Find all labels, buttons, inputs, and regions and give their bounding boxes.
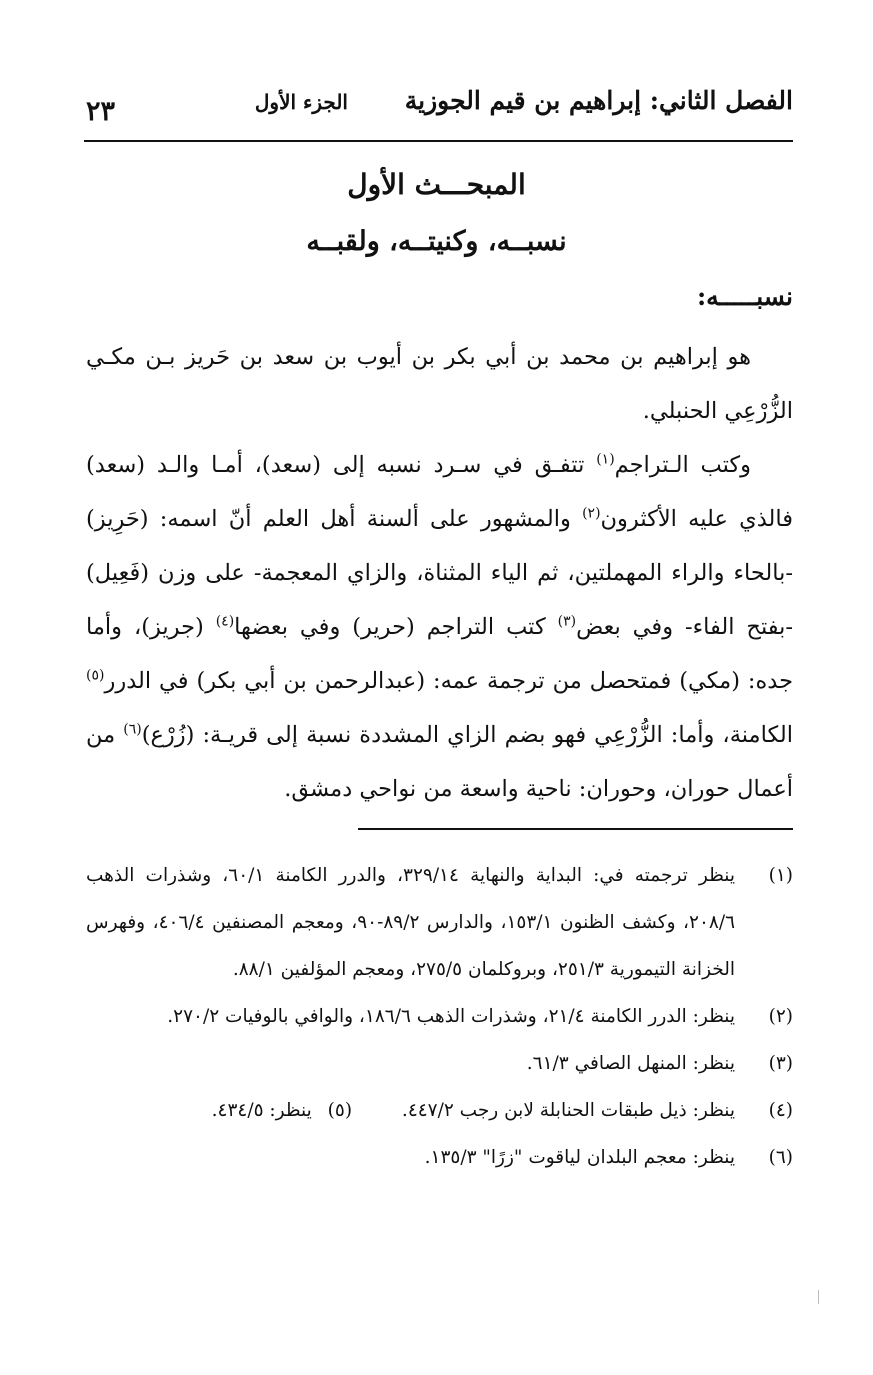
- page-number: ٢٣: [86, 96, 116, 127]
- footnote-text: ينظر ترجمته في: البداية والنهاية ٣٢٩/١٤، والدرر الكامنة ٦٠/١، وشذرات الذهب ٢٠٨/٦، وكشف الظنون ١٥٣/١، والدارس ٨٩/٢-٩٠، ومعجم المصنفين ٤٠٦/٤، وفهرس الخزانة التيمورية ٢٥١/٣، وبروكلمان ٢٧٥/٥، ومعجم المؤلفين ٨٨/١.: [86, 865, 736, 980]
- footnote-ref-5: (٥): [86, 667, 105, 684]
- footnote-number: (٤): [768, 1100, 793, 1121]
- body-text: [86, 330, 793, 816]
- text-span: والمشهور على ألسنة أهل العلم أنّ اسمه: (حَرِيز) -بالحاء والراء المهملتين، ثم الياء المثناة، والزاي المعجمة- على وزن (فَعِيل) -بفتح الفاء- وفي بعض: [86, 506, 793, 640]
- header-rule: [84, 140, 793, 142]
- section-subtitle: نسبــه، وكنيتــه، ولقبــه: [306, 226, 567, 257]
- footnote-ref-3: (٣): [557, 613, 577, 630]
- footnote-ref-1: (١): [596, 451, 615, 468]
- chapter-title: الفصل الثاني: إبراهيم بن قيم الجوزية: [404, 86, 793, 115]
- footnote-text: ينظر: ٤٣٤/٥.: [211, 1100, 312, 1121]
- scan-mark: [818, 1290, 819, 1304]
- text-span: من أعمال حوران، وحوران: ناحية واسعة من نواحي دمشق.: [86, 722, 793, 802]
- footnote-6: [86, 1134, 793, 1181]
- footnote-text: ينظر: معجم البلدان لياقوت "زرًا" ١٣٥/٣.: [424, 1147, 735, 1168]
- footnote-text: ينظر: ذيل طبقات الحنابلة لابن رجب ٤٤٧/٢.: [401, 1100, 735, 1121]
- footnote-number: (٣): [768, 1053, 793, 1074]
- running-header: [86, 82, 793, 128]
- paragraph-biographies: [86, 438, 793, 816]
- footnote-text: ينظر: المنهل الصافي ٦١/٣.: [526, 1053, 735, 1074]
- footnote-ref-2: (٢): [582, 505, 601, 522]
- text-span: تتفـق في سـرد نسبه إلى (سعد)، أمـا والـد (سعد) فالذي عليه الأكثرون: [86, 452, 793, 532]
- footnote-4-5: [86, 1087, 793, 1134]
- text-span: (جريز)، وأما جده: (مكي) فمتحصل من ترجمة عمه: (عبدالرحمن بن أبي بكر) في الدرر: [86, 614, 793, 694]
- footnote-number: (٦): [768, 1147, 793, 1168]
- footnote-ref-6: (٦): [123, 721, 142, 738]
- paragraph-lineage: هو إبراهيم بن محمد بن أبي بكر بن أيوب بن سعد بن حَريز بـن مكـي الزُّرْعِي الحنبلي.: [86, 344, 793, 424]
- lineage-heading: نسبـــــه:: [696, 282, 793, 311]
- section-title: المبحـــث الأول: [347, 168, 526, 201]
- footnote-ref-4: (٤): [215, 613, 235, 630]
- text-span: الكامنة، وأما: الزُّرْعِي فهو بضم الزاي المشددة نسبة إلى قريـة: (زُرْع): [141, 722, 793, 748]
- footnote-number: (٢): [768, 1006, 793, 1027]
- text-span: كتب التراجم (حرير) وفي بعضها: [234, 614, 558, 640]
- footnote-1: [86, 852, 793, 993]
- text-span: وكتب الـتراجم: [614, 452, 751, 478]
- footnotes: [86, 852, 793, 1181]
- footnote-number: (٥): [327, 1100, 353, 1121]
- part-label: الجزء الأول: [254, 90, 348, 114]
- footnote-2: [86, 993, 793, 1040]
- footnote-3: [86, 1040, 793, 1087]
- footnote-number: (١): [768, 865, 793, 886]
- footnote-separator: [358, 828, 793, 830]
- footnote-text: ينظر: الدرر الكامنة ٢١/٤، وشذرات الذهب ١٨٦/٦، والوافي بالوفيات ٢٧٠/٢.: [167, 1006, 735, 1027]
